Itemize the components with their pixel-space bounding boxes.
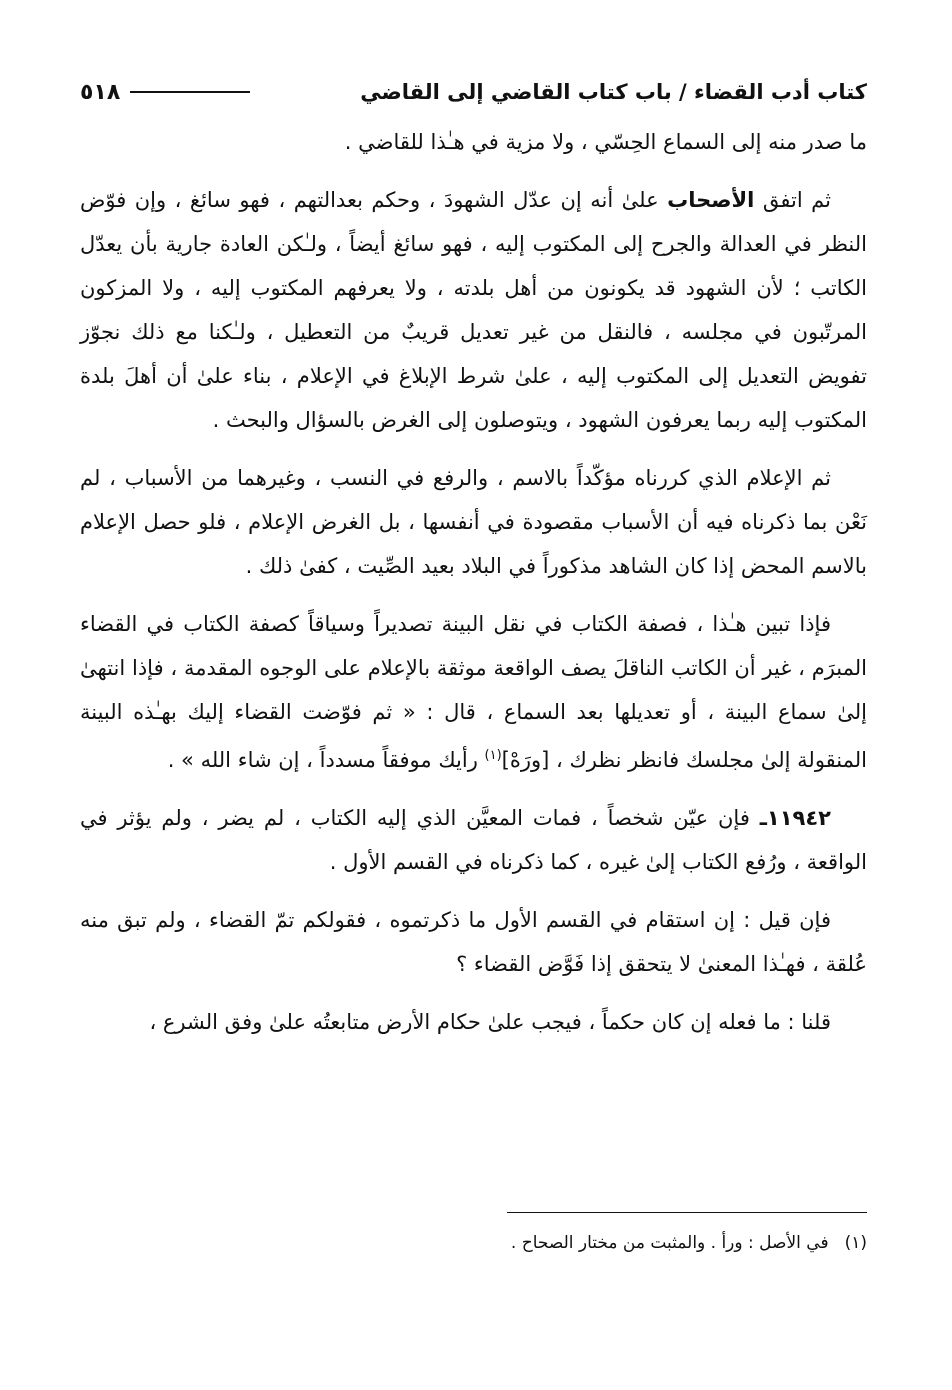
- paragraph: [80, 602, 867, 782]
- paragraph: [80, 898, 867, 986]
- paragraph-text: ثم الإعلام الذي كررناه مؤكّداً بالاسم ، والرفع في النسب ، وغيرهما من الأسباب ، لم نَعْن بما ذكرناه فيه أن الأسباب مقصودة في أنفسها ، بل الغرض الإعلام ، فلو حصل الإعلام بالاسم المحض إذا كان الشاهد مذكوراً في البلاد بعيد الصِّيت ، كفىٰ ذلك .: [80, 466, 867, 578]
- book-page: [80, 70, 867, 1370]
- page-body: [80, 120, 867, 1044]
- page-header: [80, 70, 867, 114]
- paragraph-text: ما صدر منه إلى السماع الحِسّي ، ولا مزية في هـٰذا للقاضي .: [344, 130, 867, 154]
- page-number-group: [80, 80, 260, 105]
- footnote-mark: (١): [844, 1233, 867, 1253]
- paragraph-text: ثم اتفق: [754, 188, 831, 212]
- footnote-text: في الأصل : ورأ . والمثبت من مختار الصحاح .: [510, 1233, 829, 1253]
- paragraph-text: علىٰ أنه إن عدّل الشهودَ ، وحكم بعدالتهم ، فهو سائغ ، وإن فوّض النظر في العدالة والجرح إلى المكتوب إليه ، فهو سائغ أيضاً ، ولـٰكن العادة جارية بأن يعدّل الكاتب ؛ لأن الشهود قد يكونون من أهل بلدته ، ولا يعرفهم المكتوب إليه ، ولا المزكون المرتّبون في مجلسه ، فالنقل من غير تعديل قريبٌ من التعطيل ، ولـٰكنا مع ذلك نجوّز تفويض التعديل إلى المكتوب إليه ، علىٰ شرط الإبلاغ في الإعلام ، بناء علىٰ أن أهلَ بلدة المكتوب إليه ربما يعرفون الشهود ، ويتوصلون إلى الغرض بالسؤال والبحث .: [80, 188, 867, 432]
- paragraph-text: فإذا تبين هـٰذا ، فصفة الكتاب في نقل البينة تصديراً وسياقاً كصفة الكتاب في القضاء المبرَم ، غير أن الكاتب الناقلَ يصف الواقعة موثقة بالإعلام على الوجوه المقدمة ، فإذا انتهىٰ إلىٰ سماع البينة ، أو تعديلها بعد السماع ، قال : « ثم فوّضت القضاء إليك بهـٰذه البينة المنقولة إلىٰ مجلسك فانظر نظرك ، [ورَهْ]: [80, 612, 867, 772]
- paragraph-text: قلنا : ما فعله إن كان حكماً ، فيجب علىٰ حكام الأرض متابعتُه علىٰ وفق الشرع ،: [149, 1010, 831, 1034]
- paragraph-text: فإن عيّن شخصاً ، فمات المعيَّن الذي إليه الكتاب ، لم يضر ، ولم يؤثر في الواقعة ، ورُفع الكتاب إلىٰ غيره ، كما ذكرناه في القسم الأول .: [80, 806, 867, 874]
- footnote-separator: [507, 1212, 867, 1213]
- footnote: [80, 1228, 867, 1258]
- paragraph: [80, 178, 867, 442]
- paragraph: [80, 456, 867, 588]
- paragraph-continuation: [80, 120, 867, 164]
- issue-number: ١١٩٤٢ـ: [759, 806, 831, 830]
- paragraph-text: رأيك موفقاً مسدداً ، إن شاء الله » .: [167, 748, 485, 772]
- header-rule: [130, 91, 250, 93]
- footnote-reference[interactable]: (١): [484, 748, 502, 763]
- running-title: كتاب أدب القضاء / باب كتاب القاضي إلى القاضي: [360, 80, 867, 104]
- issue-paragraph: [80, 796, 867, 884]
- bold-term: الأصحاب: [667, 188, 755, 212]
- page-number: ٥١٨: [80, 79, 121, 105]
- paragraph-text: فإن قيل : إن استقام في القسم الأول ما ذكرتموه ، فقولكم تمّ القضاء ، ولم تبق منه عُلقة ، فهـٰذا المعنىٰ لا يتحقق إذا فَوَّض القضاء ؟: [80, 908, 867, 976]
- paragraph: [80, 1000, 867, 1044]
